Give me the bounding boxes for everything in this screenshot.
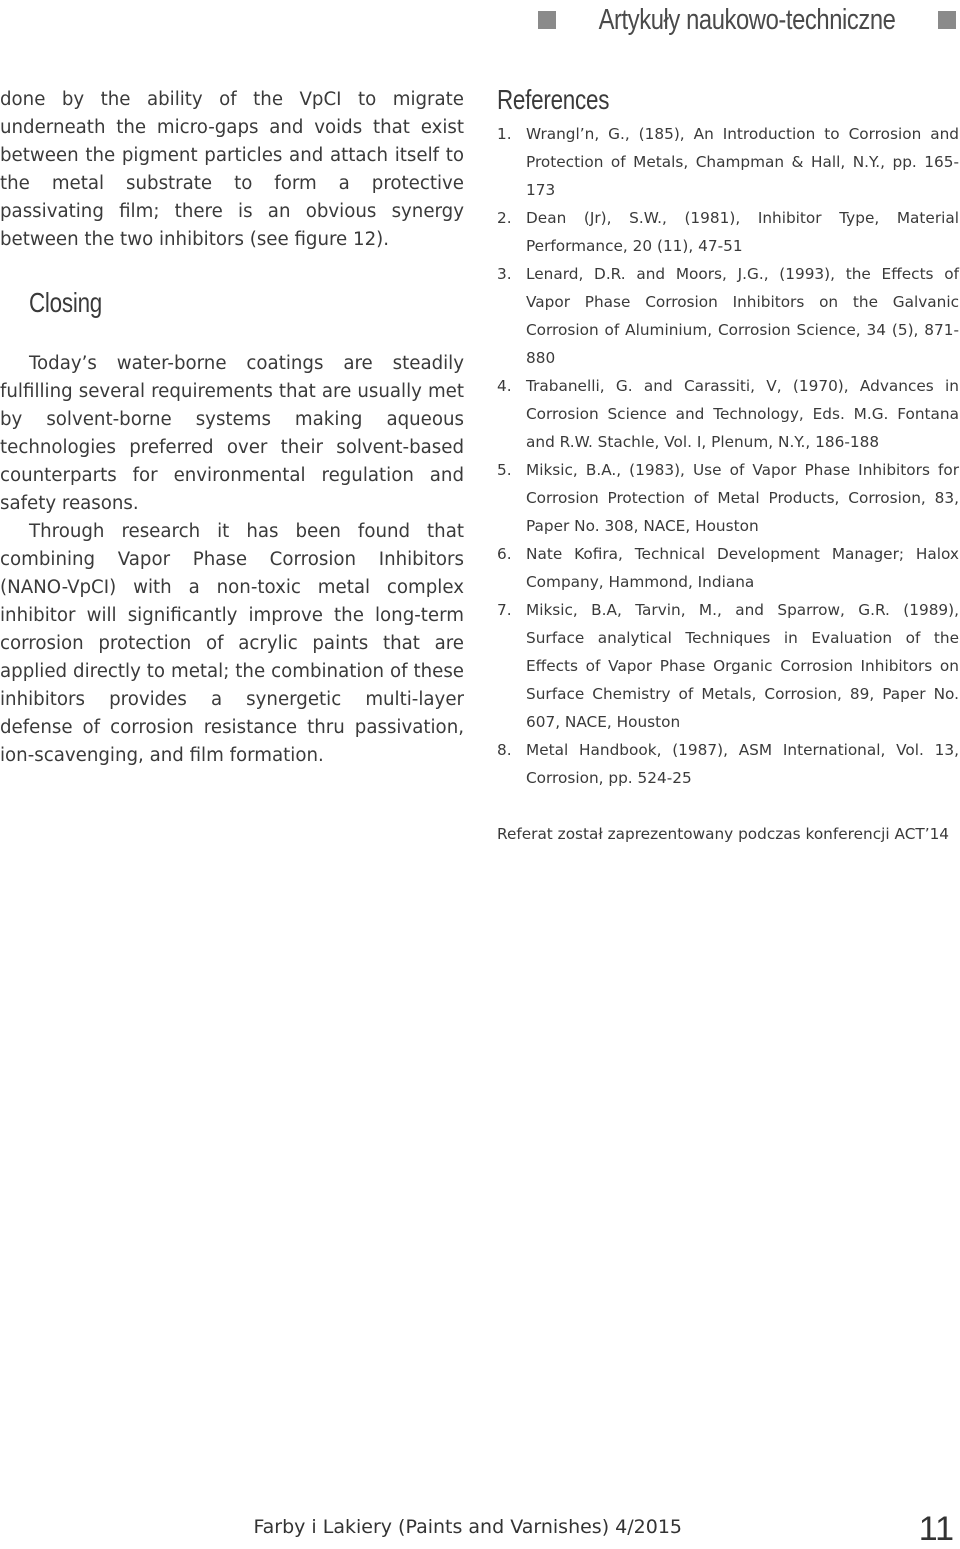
reference-item [497, 456, 959, 540]
reference-item [497, 372, 959, 456]
reference-item [497, 540, 959, 596]
reference-number: 3. [497, 265, 512, 283]
reference-text: Wrangl’n, G., (185), An Introduction to Corrosion and Protection of Metals, Champman & Hall, N.Y., pp. 165-173 [526, 125, 959, 199]
conference-note: Referat został zaprezentowany podczas konferencji ACT’14 [497, 825, 950, 843]
reference-text: Lenard, D.R. and Moors, J.G., (1993), the Effects of Vapor Phase Corrosion Inhibitors on the Galvanic Corrosion of Aluminium, Corrosion Science, 34 (5), 871-880 [526, 265, 959, 367]
left-column [0, 86, 464, 770]
reference-number: 5. [497, 461, 512, 479]
page-footer [0, 1512, 960, 1548]
right-column [497, 80, 959, 848]
reference-number: 4. [497, 377, 512, 395]
references-heading: References [497, 84, 610, 115]
reference-text: Miksic, B.A., (1983), Use of Vapor Phase Inhibitors for Corrosion Protection of Metal Products, Corrosion, 83, Paper No. 308, NACE, Houston [526, 461, 959, 535]
reference-item [497, 260, 959, 372]
reference-number: 1. [497, 125, 512, 143]
page-number: 11 [918, 1510, 954, 1548]
reference-list [497, 120, 959, 792]
reference-item [497, 120, 959, 204]
reference-number: 8. [497, 741, 512, 759]
section-title: Artykuły naukowo-techniczne [598, 3, 896, 36]
intro-paragraph: done by the ability of the VpCI to migrate underneath the micro-gaps and voids that exist between the pigment particles and attach itself to the metal substrate to form a protective passivating film; there is an obvious synergy between the two inhibitors (see figure 12). [0, 89, 464, 250]
reference-item [497, 204, 959, 260]
reference-item [497, 596, 959, 736]
paragraph-through: Through research it has been found that combining Vapor Phase Corrosion Inhibitors (NANO-VpCI) with a non-toxic metal complex inhibitor will significantly improve the long-term corrosion protection of acrylic paints that are applied directly to metal; the combination of these inhibitors provides a synergetic multi-layer defense of corrosion resistance thru passivation, ion-scavenging, and film formation. [0, 521, 464, 766]
reference-text: Trabanelli, G. and Carassiti, V, (1970), Advances in Corrosion Science and Technology, Eds. M.G. Fontana and R.W. Stachle, Vol. I, Plenum, N.Y., 186-188 [526, 377, 959, 451]
square-bullet-icon [938, 11, 956, 29]
reference-text: Nate Kofira, Technical Development Manager; Halox Company, Hammond, Indiana [526, 545, 959, 591]
closing-heading: Closing [29, 287, 103, 318]
reference-text: Miksic, B.A, Tarvin, M., and Sparrow, G.R. (1989), Surface analytical Techniques in Evaluation of the Effects of Vapor Phase Organic Corrosion Inhibitors on Surface Chemistry of Metals, Corrosion, 89, Paper No. 607, NACE, Houston [526, 601, 959, 731]
reference-number: 7. [497, 601, 512, 619]
paragraph-today: Today’s water-borne coatings are steadily fulfilling several requirements that are usually met by solvent-borne systems making aqueous technologies preferred over their solvent-based counterparts for environmental regulation and safety reasons. [0, 353, 464, 514]
reference-number: 6. [497, 545, 512, 563]
journal-name: Farby i Lakiery (Paints and Varnishes) 4/2015 [253, 1516, 682, 1538]
reference-number: 2. [497, 209, 512, 227]
running-header [538, 0, 960, 40]
square-bullet-icon [538, 11, 556, 29]
reference-item [497, 736, 959, 792]
reference-text: Dean (Jr), S.W., (1981), Inhibitor Type, Material Performance, 20 (11), 47-51 [526, 209, 959, 255]
reference-text: Metal Handbook, (1987), ASM International, Vol. 13, Corrosion, pp. 524-25 [526, 741, 959, 787]
